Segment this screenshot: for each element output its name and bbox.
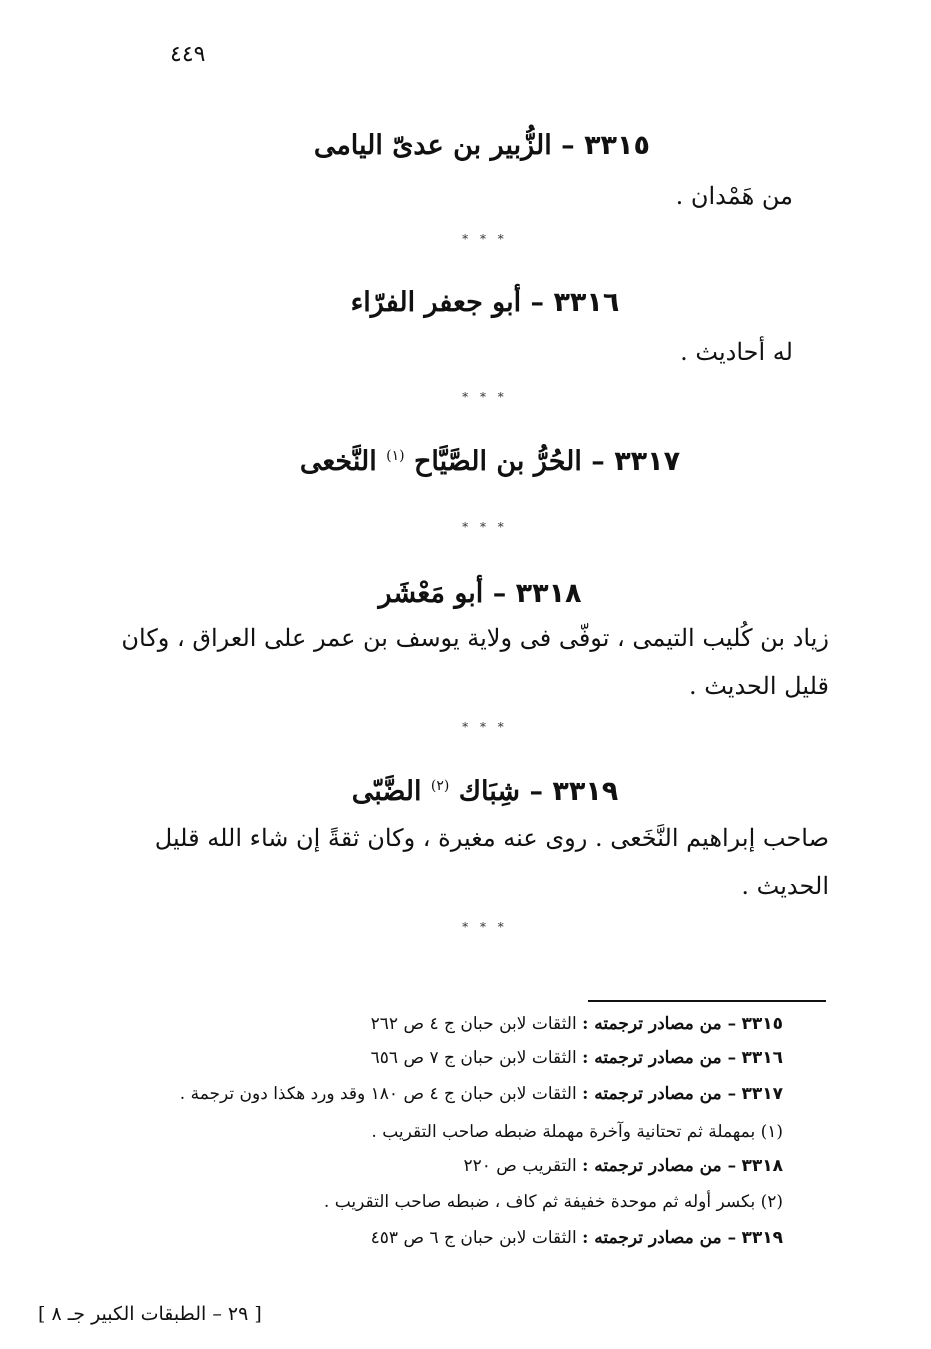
entry-title [370, 578, 590, 609]
footnote-line [371, 1122, 783, 1142]
footnote-line [371, 1228, 783, 1248]
footnote-label: – من مصادر ترجمته : [582, 1084, 737, 1104]
footnote-label: – من مصادر ترجمته : [582, 1014, 737, 1034]
footnote-label: – من مصادر ترجمته : [582, 1156, 737, 1176]
entry-number: ٣٣١٨ [515, 578, 582, 609]
separator: * * * [462, 520, 508, 534]
page-number: ٤٤٩ [170, 42, 206, 67]
footnote-line [180, 1084, 783, 1104]
separator: * * * [462, 920, 508, 934]
entry-number: ٣٣١٦ [553, 287, 620, 318]
entry-dash: – [591, 446, 605, 477]
entry-dash: – [492, 578, 507, 609]
footnote-line [463, 1156, 783, 1176]
entry-title [340, 287, 630, 318]
separator: * * * [462, 390, 508, 404]
entry-body-line: الحديث . [741, 872, 829, 900]
entry-dash: – [530, 287, 545, 318]
footnote-text: (٢) بكسر أوله ثم موحدة خفيفة ثم كاف ، ضبطه صاحب التقريب . [323, 1192, 783, 1212]
entry-body-line: صاحب إبراهيم النَّخَعى . روى عنه مغيرة ، وكان ثقةً إن شاء الله قليل [154, 824, 829, 852]
entry-body-line: قليل الحديث . [688, 672, 829, 700]
footnote-text: الثقات لابن حبان ج ٧ ص ٦٥٦ [370, 1048, 577, 1068]
entry-number: ٣٣١٩ [552, 776, 619, 807]
entry-name: الحُرُّ بن الصَّيَّاح [414, 446, 582, 477]
separator: * * * [462, 232, 508, 246]
entry-number: ٣٣١٧ [614, 446, 681, 477]
entry-dash: – [529, 776, 543, 807]
footnote-marker: (٢) [430, 778, 450, 794]
entry-name-suffix: الضَّبّى [351, 776, 422, 807]
entry-name: أبو جعفر الفرّاء [350, 287, 522, 318]
entry-body-line: من هَمْدان . [675, 182, 793, 210]
footnote-label: – من مصادر ترجمته : [582, 1228, 737, 1248]
footnote-text: الثقات لابن حبان ج ٦ ص ٤٥٣ [370, 1228, 577, 1248]
footnote-text: الثقات لابن حبان ج ٤ ص ٢٦٢ [370, 1014, 577, 1034]
entry-dash: – [561, 130, 575, 161]
footnote-text: التقريب ص ٢٢٠ [463, 1156, 577, 1176]
footnote-label: – من مصادر ترجمته : [582, 1048, 737, 1068]
footnote-entry-number: ٣٣١٧ [741, 1084, 783, 1104]
footnote-text: الثقات لابن حبان ج ٤ ص ١٨٠ وقد ورد هكذا دون ترجمة . [179, 1084, 577, 1104]
entry-name: شِبَاك [458, 776, 521, 807]
footnote-line [371, 1048, 783, 1068]
entry-title [290, 446, 690, 477]
entry-title [340, 776, 630, 807]
entry-name: أبو مَعْشَر [378, 578, 484, 609]
entry-title [313, 130, 650, 161]
footnote-line [371, 1014, 783, 1034]
footnote-entry-number: ٣٣١٦ [741, 1048, 783, 1068]
footnote-text: (١) بمهملة ثم تحتانية وآخرة مهملة ضبطه صاحب التقريب . [371, 1122, 783, 1142]
footnote-entry-number: ٣٣١٥ [741, 1014, 783, 1034]
entry-name: الزُّبير بن عدىّ اليامى [313, 130, 552, 161]
entry-number: ٣٣١٥ [584, 130, 650, 161]
footnote-entry-number: ٣٣١٨ [741, 1156, 783, 1176]
footnote-marker: (١) [386, 448, 405, 464]
footnote-entry-number: ٣٣١٩ [741, 1228, 783, 1248]
signature-mark: [ ٢٩ – الطبقات الكبير جـ ٨ ] [38, 1303, 262, 1325]
entry-name-suffix: النَّخعى [299, 446, 377, 477]
entry-body-line: له أحاديث . [680, 338, 793, 366]
footnote-divider [588, 1000, 826, 1002]
footnote-line [324, 1192, 783, 1212]
entry-body-line: زياد بن كُليب التيمى ، توفّى فى ولاية يوسف بن عمر على العراق ، وكان [121, 624, 829, 652]
separator: * * * [462, 720, 508, 734]
